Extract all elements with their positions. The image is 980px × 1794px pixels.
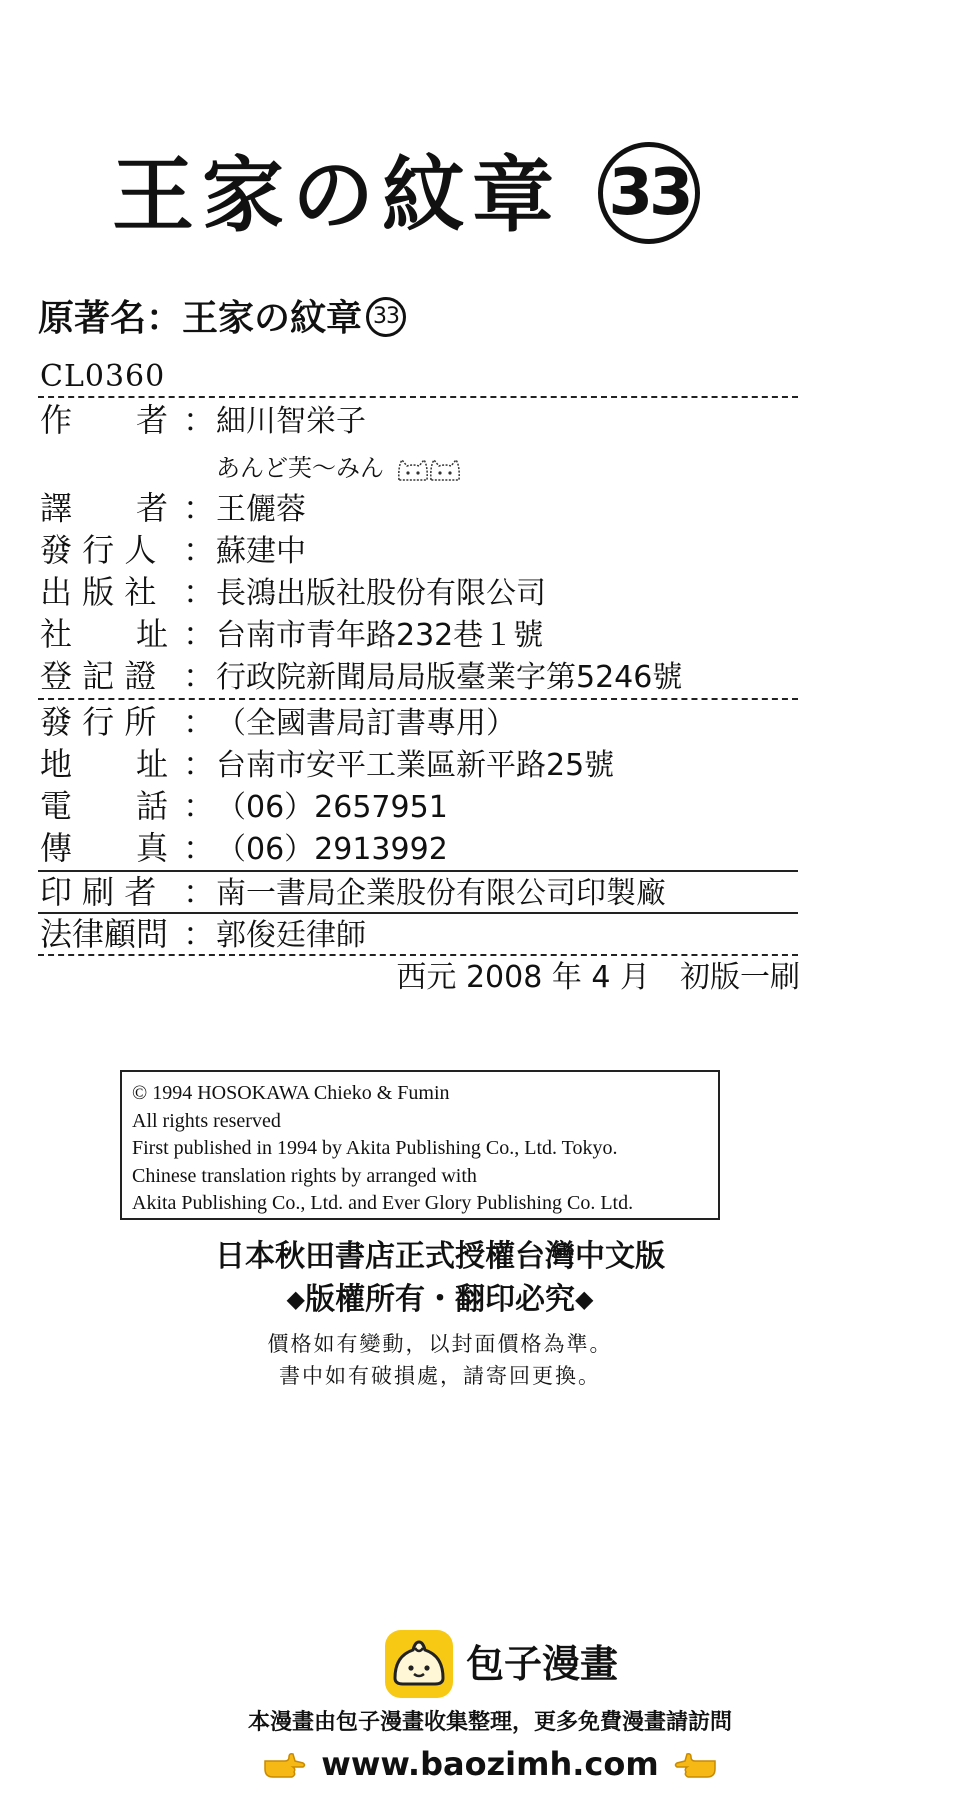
- pointing-hand-left-icon: [673, 1751, 717, 1781]
- cat-faces-icon: [396, 456, 462, 482]
- credit-label: 作 者: [40, 401, 169, 439]
- copyright-box: [120, 1070, 720, 1220]
- original-volume-circle: 33: [366, 297, 406, 337]
- credit-row-distributor-address: 地 址 ：台南市安平工業區新平路25號: [40, 745, 615, 783]
- credit-label: 傳 真: [40, 829, 169, 867]
- url-row: [0, 1744, 980, 1784]
- credit-value: 長鴻出版社股份有限公司: [216, 576, 546, 611]
- baozi-logo: [385, 1630, 453, 1698]
- coauthor-name: あんど芙〜みん: [216, 454, 384, 482]
- credit-row-legal: 法律顧問 ：郭俊廷律師: [40, 915, 366, 953]
- credit-value: 南一書局企業股份有限公司印製廠: [216, 876, 666, 911]
- book-code: CL0360: [40, 359, 166, 394]
- credit-label: 電 話: [40, 787, 169, 825]
- credit-value: 行政院新聞局局版臺業字第5246號: [216, 660, 683, 695]
- original-title-name: 王家の紋章: [182, 298, 363, 339]
- copyright-line: First published in 1994 by Akita Publishing Co., Ltd. Tokyo.: [132, 1137, 618, 1159]
- credit-label: 地 址: [40, 745, 169, 783]
- authorization-text: 日本秋田書店正式授權台灣中文版: [215, 1239, 665, 1274]
- credit-label: 登 記 證: [40, 657, 157, 695]
- credit-label: 印 刷 者: [40, 873, 157, 911]
- credit-value: 王儷蓉: [216, 492, 306, 527]
- copyright-line: Chinese translation rights by arranged with: [132, 1164, 477, 1187]
- baozi-bun-icon: [385, 1630, 453, 1698]
- credit-row-printer: 印 刷 者 ：南一書局企業股份有限公司印製廠: [40, 873, 666, 911]
- credit-row-registration: 登 記 證 ：行政院新聞局局版臺業字第5246號: [40, 657, 683, 695]
- credit-row-publisher: 出 版 社 ：長鴻出版社股份有限公司: [40, 573, 546, 611]
- site-url[interactable]: www.baozimh.com: [321, 1745, 659, 1783]
- brand-name: 包子漫畫: [466, 1642, 619, 1686]
- credit-label: 法律顧問: [40, 915, 169, 953]
- credit-value: 細川智栄子: [216, 404, 366, 439]
- edition-date: 西元 2008 年 4 月 初版一刷: [396, 960, 800, 995]
- diamond-icon: ◆: [286, 1284, 305, 1313]
- copyright-line: © 1994 HOSOKAWA Chieko & Fumin: [132, 1082, 450, 1104]
- credit-row-phone: 電 話 ：（06）2657951: [40, 787, 448, 825]
- copyright-line: All rights reserved: [132, 1109, 281, 1132]
- credit-label: 譯 者: [40, 489, 169, 527]
- credit-row-author: 作 者 ：細川智栄子: [40, 401, 366, 439]
- divider: [38, 954, 798, 956]
- price-note: 價格如有變動，以封面價格為準。: [267, 1332, 613, 1356]
- rights-line: [0, 1280, 880, 1321]
- diamond-icon: ◆: [575, 1284, 594, 1313]
- credit-value: 台南市青年路232巷１號: [216, 618, 544, 653]
- book-title: [112, 150, 700, 252]
- credit-value: 郭俊廷律師: [216, 918, 366, 953]
- credit-label: 發 行 人: [40, 531, 157, 569]
- damage-note: 書中如有破損處，請寄回更換。: [279, 1364, 601, 1388]
- pointing-hand-right-icon: [263, 1751, 307, 1781]
- credit-value: （06）2657951: [216, 790, 448, 825]
- original-title-label: 原著名: [38, 298, 147, 339]
- credit-value: 蘇建中: [216, 534, 306, 569]
- credit-row-translator: 譯 者 ：王儷蓉: [40, 489, 306, 527]
- credit-row-fax: 傳 真 ：（06）2913992: [40, 829, 448, 867]
- volume-number-circle: 33: [598, 142, 700, 244]
- credit-value: 台南市安平工業區新平路25號: [216, 748, 615, 783]
- divider: [38, 698, 798, 700]
- original-title: [38, 300, 406, 340]
- rights-text: 版權所有・翻印必究: [305, 1282, 575, 1317]
- coauthor-line: [216, 452, 462, 484]
- credit-label: 出 版 社: [40, 573, 157, 611]
- copyright-line: Akita Publishing Co., Ltd. and Ever Glory Publishing Co. Ltd.: [132, 1192, 634, 1214]
- divider: [38, 396, 798, 398]
- credit-row-distributor: 發 行 所 ：（全國書局訂書專用）: [40, 703, 516, 741]
- credit-value: （全國書局訂書專用）: [216, 706, 516, 741]
- credit-label: 發 行 所: [40, 703, 157, 741]
- credit-row-publisher-person: 發 行 人 ：蘇建中: [40, 531, 306, 569]
- original-title-colon: ：: [146, 298, 183, 339]
- credit-value: （06）2913992: [216, 832, 448, 867]
- credit-label: 社 址: [40, 615, 169, 653]
- collect-notice: 本漫畫由包子漫畫收集整理，更多免費漫畫請訪問: [247, 1710, 732, 1735]
- book-title-text: 王家の紋章: [112, 148, 563, 244]
- credit-row-address: 社 址 ：台南市青年路232巷１號: [40, 615, 544, 653]
